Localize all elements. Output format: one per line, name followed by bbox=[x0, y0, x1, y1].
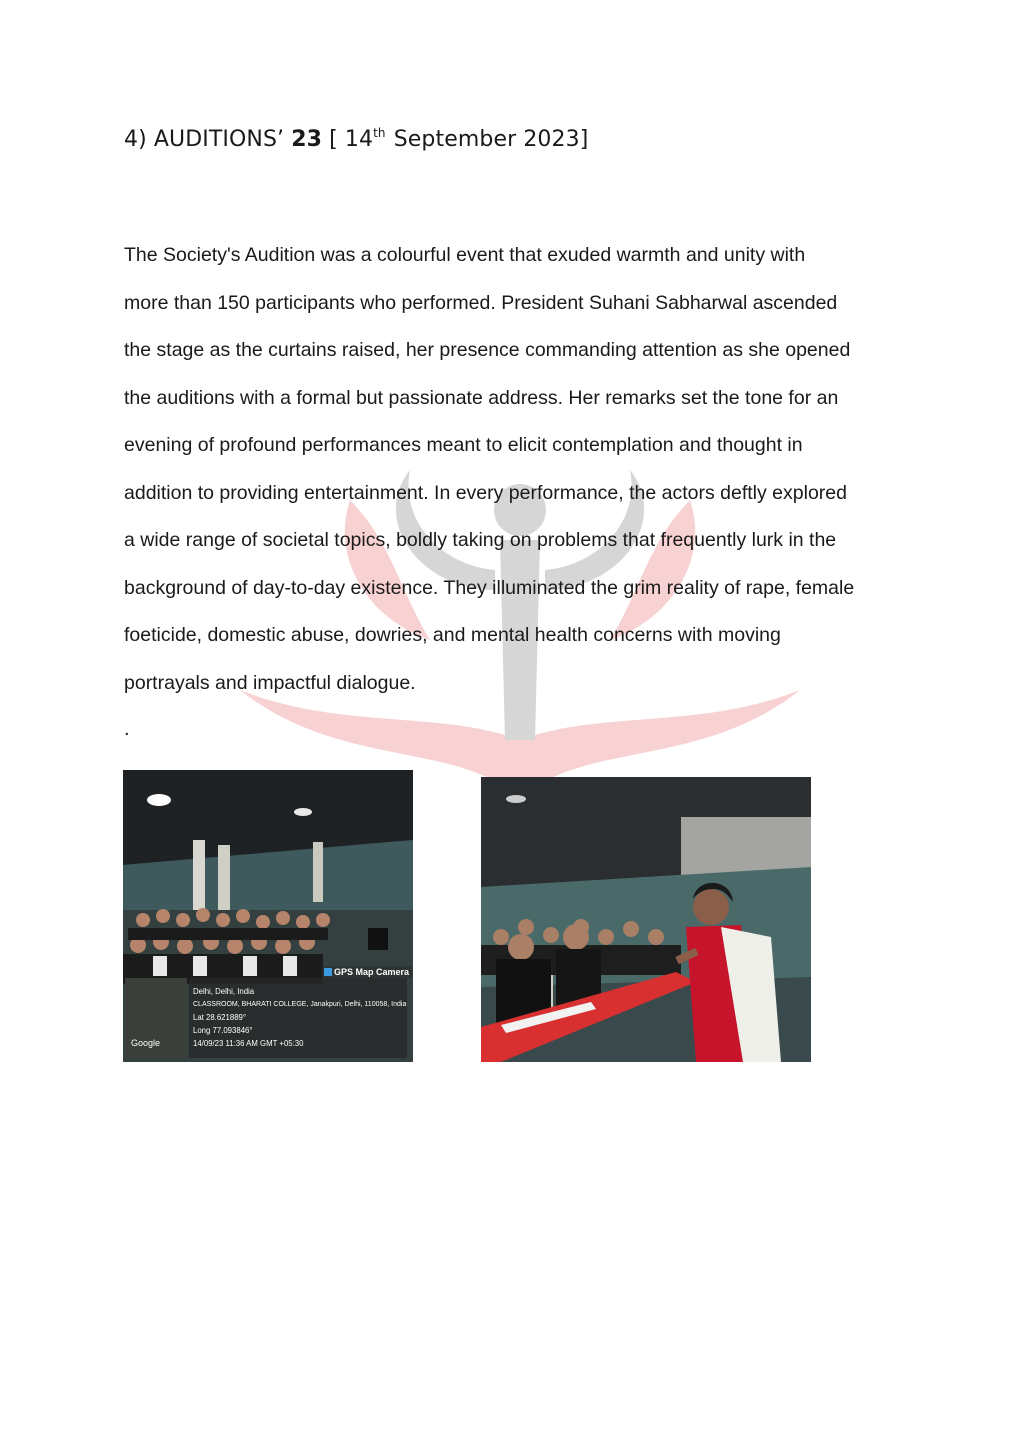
audience-photo bbox=[123, 770, 413, 1062]
presenter-photo-illustration bbox=[481, 777, 811, 1062]
gps-camera-badge bbox=[321, 966, 412, 978]
gps-info-panel bbox=[189, 978, 407, 1058]
gps-badge-label: GPS Map Camera bbox=[334, 967, 410, 977]
body-paragraph bbox=[124, 232, 914, 707]
gps-address: CLASSROOM, BHARATI COLLEGE, Janakpuri, Delhi, 110058, India bbox=[193, 1001, 407, 1008]
body-line: background of day-to-day existence. They illuminated the grim reality of rape, female bbox=[124, 576, 855, 599]
body-line: more than 150 participants who performed. President Suhani Sabharwal ascended bbox=[124, 291, 838, 314]
heading-prefix: 4) AUDITIONS’ bbox=[124, 127, 285, 152]
trailing-dot: . bbox=[124, 718, 130, 740]
gps-timestamp: 14/09/23 11:36 AM GMT +05:30 bbox=[193, 1039, 304, 1048]
body-line: portrayals and impactful dialogue. bbox=[124, 671, 416, 694]
body-line: foeticide, domestic abuse, dowries, and mental health concerns with moving bbox=[124, 624, 781, 646]
google-map-label: Google bbox=[131, 1038, 161, 1048]
gps-long: Long 77.093846° bbox=[193, 1026, 253, 1035]
gps-location: Delhi, Delhi, India bbox=[193, 987, 255, 996]
heading-year: 23 bbox=[291, 127, 323, 152]
body-line: the stage as the curtains raised, her presence commanding attention as she opened bbox=[124, 339, 851, 361]
body-line: evening of profound performances meant to elicit contemplation and thought in bbox=[124, 434, 803, 456]
heading-date-suffix: th bbox=[373, 126, 386, 140]
body-line: addition to providing entertainment. In every performance, the actors deftly explored bbox=[124, 481, 847, 504]
heading-date-rest: September 2023] bbox=[393, 127, 589, 152]
body-line: The Society's Audition was a colourful event that exuded warmth and unity with bbox=[124, 244, 806, 266]
section-heading bbox=[124, 126, 588, 152]
gps-lat: Lat 28.621889° bbox=[193, 1013, 246, 1022]
gps-pin-icon bbox=[324, 968, 332, 976]
presenter-photo bbox=[481, 777, 811, 1062]
body-line: a wide range of societal topics, boldly taking on problems that frequently lurk in the bbox=[124, 529, 837, 551]
heading-date-day: [ 14 bbox=[329, 127, 374, 152]
body-line: the auditions with a formal but passionate address. Her remarks set the tone for an bbox=[124, 386, 839, 409]
